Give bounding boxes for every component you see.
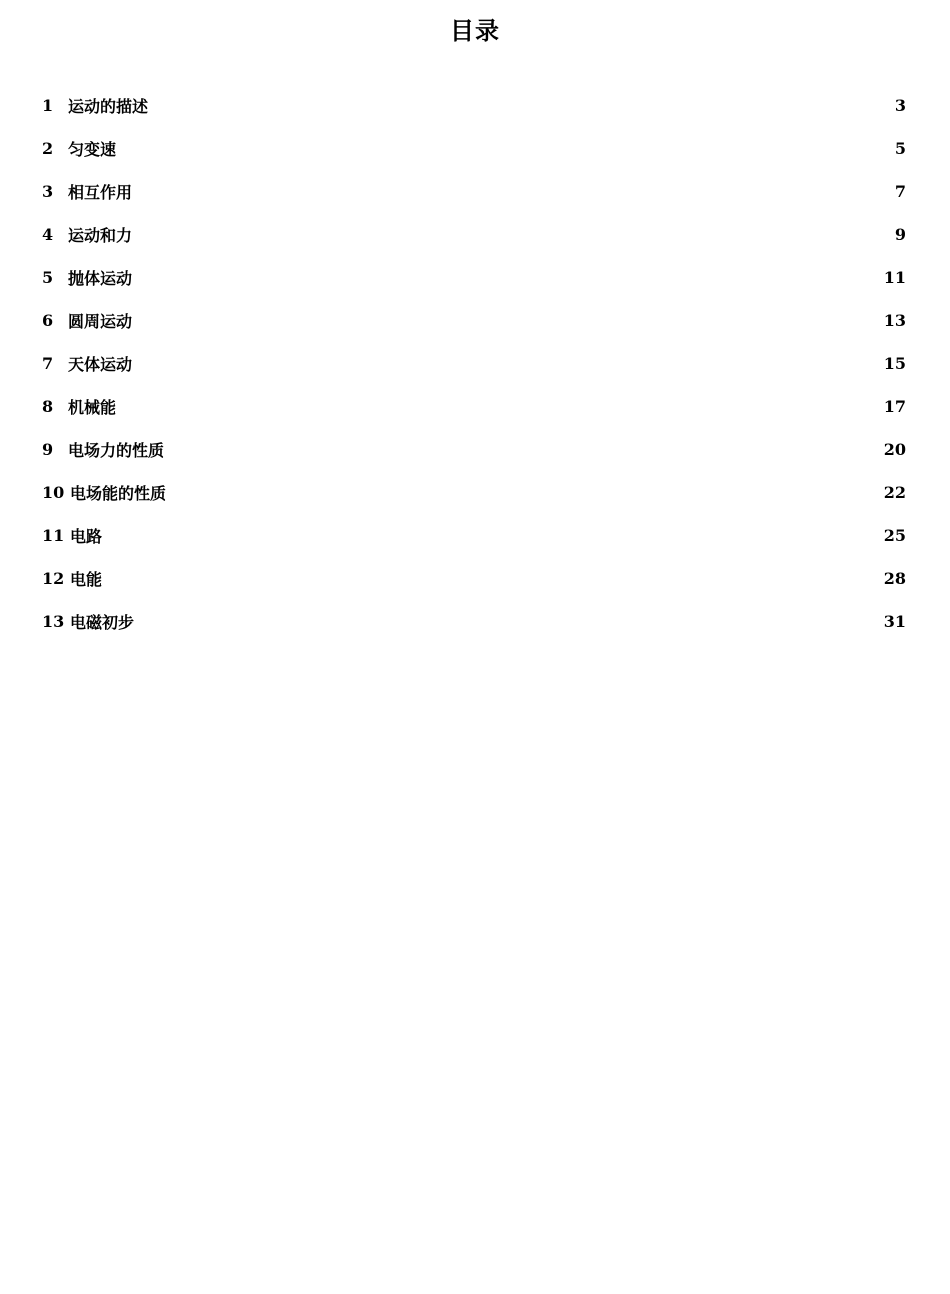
toc-entry-number: 11 xyxy=(42,526,65,545)
toc-entry-2[interactable] xyxy=(42,127,906,170)
toc-entry-number: 6 xyxy=(42,311,54,330)
toc-entry-title: 抛体运动 xyxy=(68,269,133,288)
toc-entry-11[interactable] xyxy=(42,514,906,557)
toc-entry-1[interactable] xyxy=(42,84,906,127)
toc-entry-13[interactable] xyxy=(42,600,906,643)
toc-entry-page: 3 xyxy=(894,96,906,115)
toc-entry-page: 9 xyxy=(894,225,906,244)
toc-entry-title: 电磁初步 xyxy=(70,613,135,632)
toc-entry-title: 运动的描述 xyxy=(68,97,149,116)
page-title: 目录 xyxy=(450,16,500,45)
toc-entry-number: 4 xyxy=(42,225,54,244)
toc-entry-10[interactable] xyxy=(42,471,906,514)
toc-entry-page: 15 xyxy=(883,354,906,373)
toc-entry-12[interactable] xyxy=(42,557,906,600)
toc-entry-number: 10 xyxy=(42,483,65,502)
toc-entry-number: 7 xyxy=(42,354,54,373)
toc-entry-page: 5 xyxy=(894,139,906,158)
toc-entry-number: 1 xyxy=(42,96,54,115)
toc-entry-title: 电能 xyxy=(70,570,103,589)
toc-entry-title: 匀变速 xyxy=(68,140,117,159)
toc-entry-page: 17 xyxy=(883,397,906,416)
toc-entry-number: 13 xyxy=(42,612,65,631)
toc-entry-page: 7 xyxy=(894,182,906,201)
toc-entry-3[interactable] xyxy=(42,170,906,213)
toc-entry-page: 25 xyxy=(883,526,906,545)
toc-entry-title: 机械能 xyxy=(68,398,117,417)
toc-entry-title: 圆周运动 xyxy=(68,312,133,331)
toc-entry-number: 8 xyxy=(42,397,54,416)
toc-entry-page: 11 xyxy=(883,268,906,287)
toc-entry-number: 9 xyxy=(42,440,54,459)
toc-entry-title: 电场能的性质 xyxy=(70,484,167,503)
toc-entry-8[interactable] xyxy=(42,385,906,428)
toc-entry-number: 5 xyxy=(42,268,54,287)
toc-entry-page: 22 xyxy=(883,483,906,502)
toc-entry-9[interactable] xyxy=(42,428,906,471)
toc-entry-page: 20 xyxy=(883,440,906,459)
toc-entry-number: 2 xyxy=(42,139,54,158)
toc-entry-page: 28 xyxy=(883,569,906,588)
toc-entry-title: 天体运动 xyxy=(68,355,133,374)
toc-list xyxy=(42,84,906,643)
toc-entry-title: 相互作用 xyxy=(68,183,133,202)
toc-entry-number: 12 xyxy=(42,569,65,588)
toc-entry-number: 3 xyxy=(42,182,54,201)
toc-entry-7[interactable] xyxy=(42,342,906,385)
toc-entry-page: 13 xyxy=(883,311,906,330)
toc-entry-5[interactable] xyxy=(42,256,906,299)
toc-entry-page: 31 xyxy=(883,612,906,631)
toc-entry-6[interactable] xyxy=(42,299,906,342)
toc-entry-4[interactable] xyxy=(42,213,906,256)
toc-entry-title: 电场力的性质 xyxy=(68,441,165,460)
toc-entry-title: 运动和力 xyxy=(68,226,133,245)
toc-entry-title: 电路 xyxy=(70,527,103,546)
